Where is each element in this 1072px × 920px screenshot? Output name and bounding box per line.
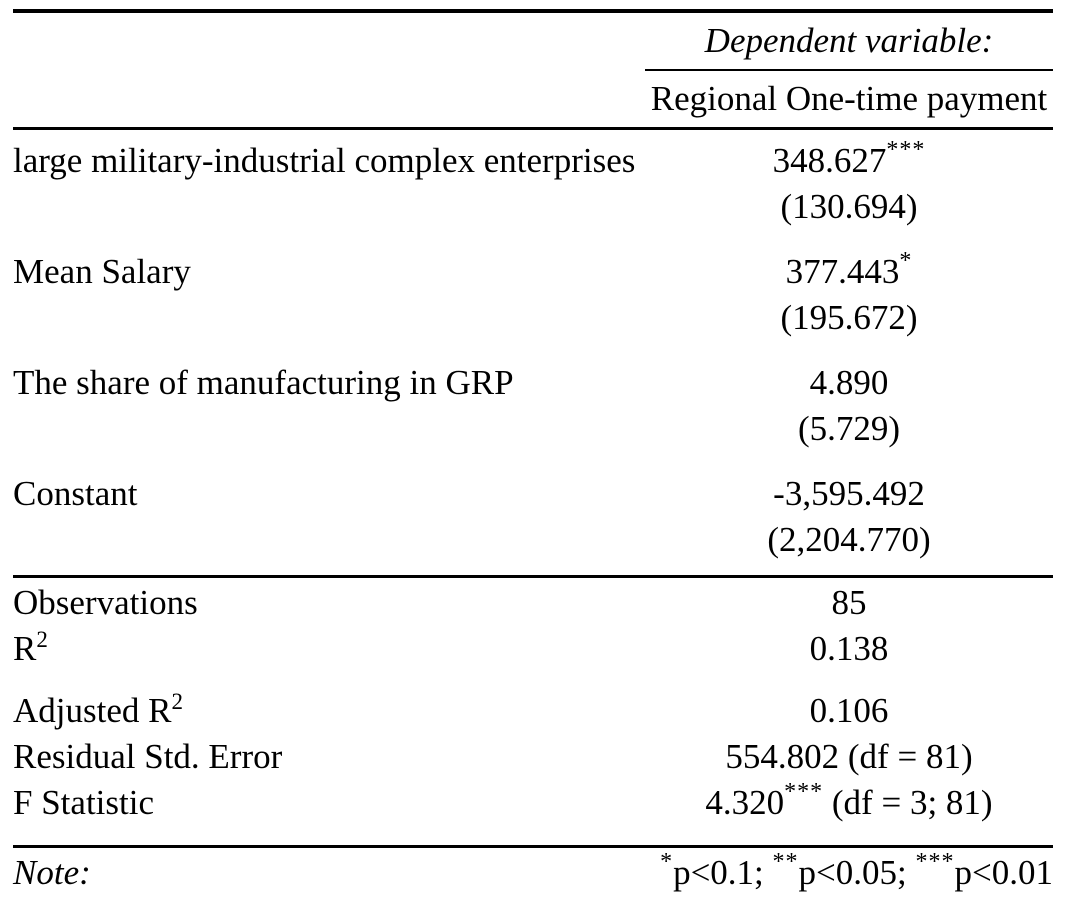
statistic-label: Adjusted R [13, 691, 172, 730]
dependent-variable-name-row [13, 71, 1053, 127]
std-error-row [13, 517, 1053, 563]
std-error-spacer [13, 184, 645, 230]
coefficient-std-error: (5.729) [797, 409, 901, 448]
legend-text: p<0.01 [954, 853, 1053, 892]
coefficient-std-error: (130.694) [780, 187, 918, 226]
coefficient-row [13, 360, 1053, 406]
coefficient-label: Constant [13, 474, 138, 513]
estimate-value: 4.890 [809, 363, 889, 402]
legend-item [915, 849, 1054, 892]
statistic-value: 0.138 [809, 629, 889, 668]
significance-legend [645, 848, 1053, 898]
coefficient-row [13, 138, 1053, 184]
coefficient-estimate [645, 471, 1053, 517]
std-error-row [13, 406, 1053, 452]
statistic-row [13, 580, 1053, 626]
note-row [13, 848, 1053, 898]
coefficient-std-error: (2,204.770) [767, 520, 931, 559]
estimate-value: -3,595.492 [773, 474, 925, 513]
std-error-spacer [13, 406, 645, 452]
statistic-label: R [13, 629, 37, 668]
statistic-row [13, 780, 1053, 826]
coefficient-row [13, 249, 1053, 295]
coefficients-section [13, 138, 1053, 563]
statistic-value: 85 [831, 583, 867, 622]
estimate-value: 377.443 [785, 252, 900, 291]
statistic-suffix: (df = 81) [839, 737, 973, 776]
statistic-row [13, 734, 1053, 780]
header-spacer [13, 13, 645, 69]
legend-text: p<0.1; [673, 853, 773, 892]
coefficient-block [13, 360, 1053, 452]
statistic-suffix: (df = 3; 81) [823, 783, 993, 822]
statistic-label-superscript: 2 [171, 689, 183, 714]
statistic-value: 4.320 [705, 783, 785, 822]
coefficient-row [13, 471, 1053, 517]
coefficient-label: The share of manufacturing in GRP [13, 363, 514, 402]
note-label: Note: [13, 853, 91, 892]
dependent-variable-row [13, 13, 1053, 69]
significance-stars: ** [772, 849, 799, 875]
estimate-value: 348.627 [772, 141, 887, 180]
statistic-label-superscript: 2 [36, 627, 48, 652]
coefficient-estimate [645, 249, 1053, 295]
coefficient-std-error: (195.672) [780, 298, 918, 337]
statistic-row [13, 688, 1053, 734]
std-error-row [13, 184, 1053, 230]
header-bottom-rule [13, 127, 1053, 130]
dependent-variable-name: Regional One-time payment [650, 79, 1048, 118]
statistic-label: F Statistic [13, 783, 154, 822]
legend-item [772, 849, 916, 892]
coefficient-estimate [645, 360, 1053, 406]
significance-stars: *** [915, 849, 955, 875]
coefficient-block [13, 138, 1053, 230]
legend-item [660, 849, 773, 892]
significance-stars: * [660, 849, 674, 875]
std-error-spacer [13, 517, 645, 563]
coefficient-estimate [645, 138, 1053, 184]
dependent-variable-label: Dependent variable: [704, 21, 994, 60]
significance-stars: * [899, 248, 913, 274]
std-error-row [13, 295, 1053, 341]
significance-stars: *** [886, 137, 926, 163]
statistic-value: 554.802 [725, 737, 840, 776]
coefficient-label: large military-industrial complex enterprises [13, 141, 636, 180]
statistic-label: Observations [13, 583, 198, 622]
legend-text: p<0.05; [798, 853, 916, 892]
significance-stars: *** [784, 779, 824, 805]
coefficient-block [13, 471, 1053, 563]
statistic-value: 0.106 [809, 691, 889, 730]
coefficient-label: Mean Salary [13, 252, 191, 291]
coefficient-block [13, 249, 1053, 341]
statistic-row [13, 626, 1053, 672]
std-error-spacer [13, 295, 645, 341]
header-spacer [13, 71, 645, 127]
statistics-section [13, 578, 1053, 830]
statistic-label: Residual Std. Error [13, 737, 283, 776]
